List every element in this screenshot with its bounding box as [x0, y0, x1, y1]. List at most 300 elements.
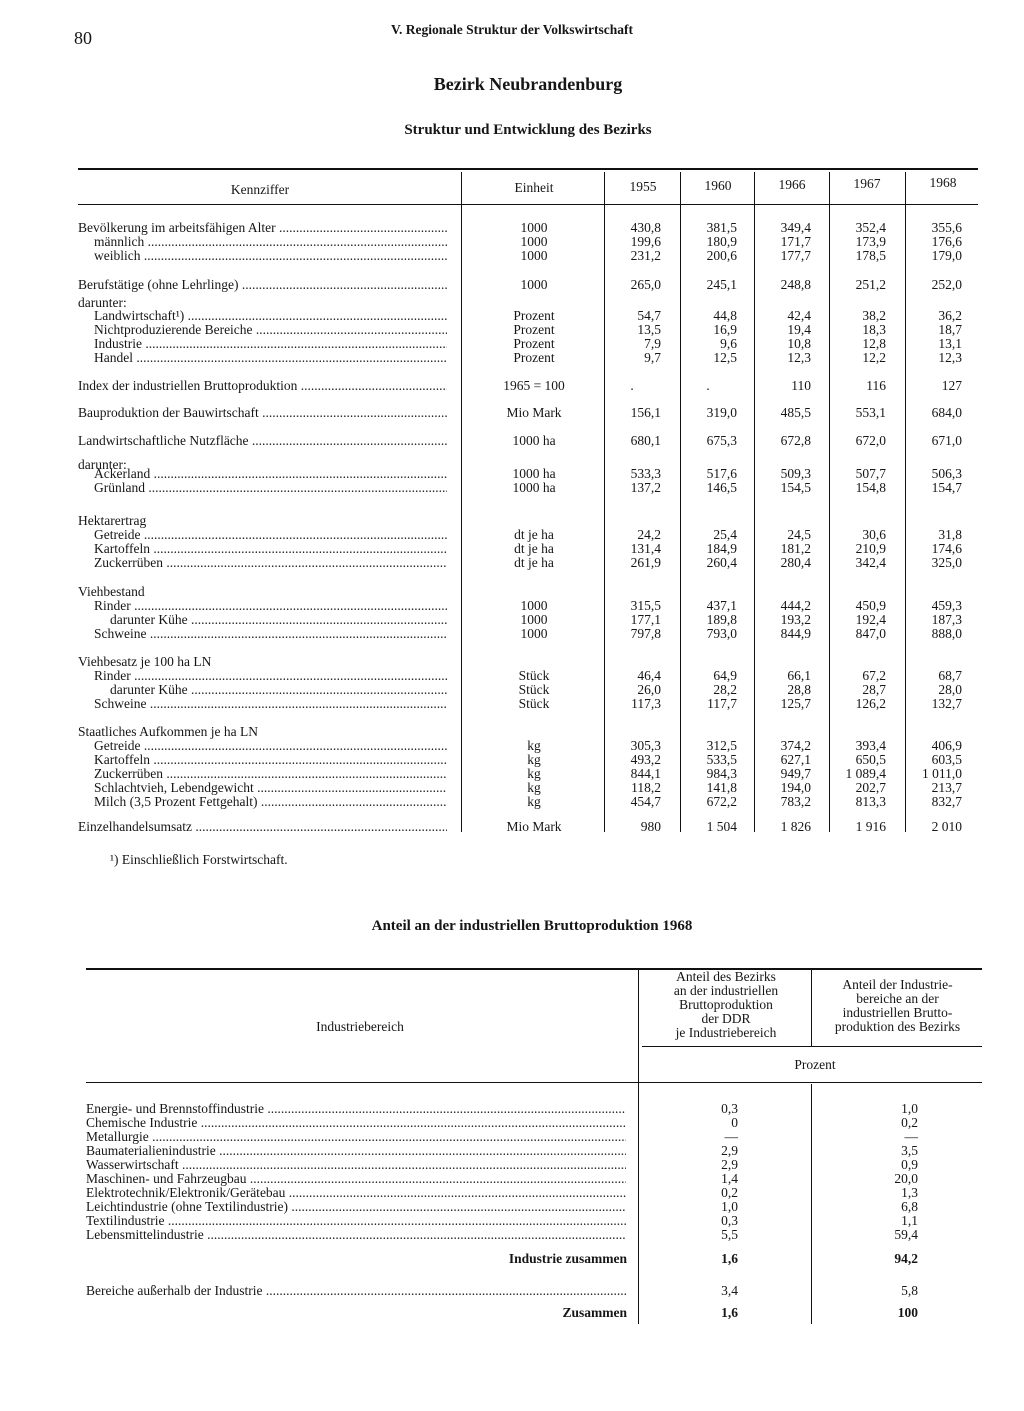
row-label: Handel .....	[94, 351, 447, 365]
row-unit: 1000	[520, 220, 548, 235]
row-value: 888,0	[931, 626, 962, 641]
row-unit: kg	[527, 752, 541, 767]
row-value-industriebereich: 20,0	[894, 1171, 918, 1186]
table-row	[0, 1144, 1024, 1158]
row-value: 248,8	[780, 277, 811, 292]
row-value-bezirk: 0	[731, 1115, 738, 1130]
row-value: 251,2	[855, 277, 886, 292]
row-value: 210,9	[855, 541, 886, 556]
row-label: Elektrotechnik/Elektronik/Gerätebau .....	[86, 1186, 626, 1200]
row-value: 156,1	[630, 405, 661, 420]
row-value: 12,3	[787, 350, 811, 365]
row-value-industriebereich: 5,8	[901, 1283, 918, 1298]
table2-top-rule	[86, 968, 982, 970]
row-value: 137,2	[630, 480, 661, 495]
row-value: 507,7	[855, 466, 886, 481]
row-value: 506,3	[931, 466, 962, 481]
row-value: 193,2	[780, 612, 811, 627]
table-row	[0, 725, 1024, 739]
table-row	[0, 767, 1024, 781]
row-unit: 1000 ha	[512, 480, 556, 495]
table-row	[0, 655, 1024, 669]
table-row	[0, 406, 1024, 420]
header-line: bereiche an der	[856, 991, 939, 1006]
row-label: Schweine .....	[94, 627, 447, 641]
row-value: 117,3	[631, 696, 661, 711]
row-value: 793,0	[706, 626, 737, 641]
row-value-bezirk: 0,3	[721, 1101, 738, 1116]
row-value: 154,5	[780, 480, 811, 495]
row-value-bezirk: 3,4	[721, 1283, 738, 1298]
row-value: 154,7	[931, 480, 962, 495]
header-einheit: Einheit	[514, 180, 554, 195]
row-value: 154,8	[855, 480, 886, 495]
row-label: Viehbesatz je 100 ha LN	[78, 655, 212, 669]
row-unit: Mio Mark	[506, 405, 562, 420]
table-row	[0, 1214, 1024, 1228]
row-label: Metallurgie .....	[86, 1130, 626, 1144]
row-label: Industrie zusammen	[508, 1251, 627, 1266]
row-value: 64,9	[713, 668, 737, 683]
row-unit: 1000 ha	[512, 466, 556, 481]
row-value: 252,0	[931, 277, 962, 292]
row-label: Kartoffeln .....	[94, 753, 447, 767]
row-value: 13,1	[938, 336, 962, 351]
row-value: 127	[941, 378, 962, 393]
row-value-industriebereich: —	[904, 1129, 918, 1144]
footnote: ¹) Einschließlich Forstwirtschaft.	[110, 852, 288, 867]
row-value: 675,3	[706, 433, 737, 448]
row-value-industriebereich: 100	[897, 1305, 918, 1320]
row-value-industriebereich: 59,4	[894, 1227, 918, 1242]
table-row	[0, 683, 1024, 697]
row-label: Rinder .....	[94, 599, 447, 613]
header-line: Anteil der Industrie-	[842, 977, 953, 992]
row-value: 1 916	[855, 819, 886, 834]
page-number: 80	[74, 28, 92, 48]
row-value: 7,9	[644, 336, 661, 351]
table-row	[0, 585, 1024, 599]
row-value: 213,7	[931, 780, 962, 795]
row-label: Staatliches Aufkommen je ha LN	[78, 725, 258, 739]
row-value: 671,0	[931, 433, 962, 448]
row-value: 24,5	[787, 527, 811, 542]
row-value-industriebereich: 1,0	[901, 1101, 918, 1116]
row-value: 176,6	[931, 234, 962, 249]
row-label: Einzelhandelsumsatz .....	[78, 820, 447, 834]
row-value: 349,4	[780, 220, 811, 235]
row-value: 231,2	[630, 248, 661, 263]
row-value: 603,5	[931, 752, 962, 767]
row-value: 12,8	[862, 336, 886, 351]
row-value: 12,3	[938, 350, 962, 365]
row-value: 844,9	[780, 626, 811, 641]
row-value: 1 826	[780, 819, 811, 834]
row-value: 517,6	[706, 466, 737, 481]
row-value: 179,0	[931, 248, 962, 263]
row-label: Leichtindustrie (ohne Textilindustrie) .....	[86, 1200, 626, 1214]
table-row	[0, 379, 1024, 393]
row-label: Berufstätige (ohne Lehrlinge) .....	[78, 278, 447, 292]
row-unit: 1000	[520, 277, 548, 292]
row-value: 533,3	[630, 466, 661, 481]
row-label: Landwirtschaft¹) .....	[94, 309, 447, 323]
row-value: 374,2	[780, 738, 811, 753]
table2-title: Anteil an der industriellen Bruttoproduktion 1968	[371, 918, 693, 934]
header-line: je Industriebereich	[675, 1025, 777, 1040]
row-label: Kartoffeln .....	[94, 542, 447, 556]
row-value: 177,7	[780, 248, 811, 263]
table2-subheader-rule	[642, 1046, 982, 1047]
row-label: Zuckerrüben .....	[94, 767, 447, 781]
header-year: 1968	[929, 175, 957, 190]
table-row	[0, 781, 1024, 795]
row-unit: kg	[527, 780, 541, 795]
row-value: 181,2	[780, 541, 811, 556]
row-value: 1 089,4	[845, 766, 886, 781]
row-label: Schlachtvieh, Lebendgewicht .....	[94, 781, 447, 795]
header-line: Anteil des Bezirks	[676, 969, 776, 984]
row-value: 16,9	[713, 322, 737, 337]
header-line: Bruttoproduktion	[679, 997, 773, 1012]
table-row	[0, 795, 1024, 809]
row-value: 67,2	[862, 668, 886, 683]
row-value: 30,6	[862, 527, 886, 542]
row-label: männlich .....	[94, 235, 447, 249]
row-value: 280,4	[780, 555, 811, 570]
row-value: 184,9	[706, 541, 737, 556]
row-label: darunter:	[78, 458, 127, 472]
row-value: 189,8	[706, 612, 737, 627]
row-value: 454,7	[630, 794, 661, 809]
row-value: 9,7	[644, 350, 661, 365]
table-row	[0, 599, 1024, 613]
row-unit: 1000	[520, 248, 548, 263]
row-value: 493,2	[630, 752, 661, 767]
row-value: 265,0	[630, 277, 661, 292]
row-value: 949,7	[780, 766, 811, 781]
row-value: 187,3	[931, 612, 962, 627]
row-value: 444,2	[780, 598, 811, 613]
table-row	[0, 467, 1024, 481]
row-value: 180,9	[706, 234, 737, 249]
row-label: Milch (3,5 Prozent Fettgehalt) .....	[94, 795, 447, 809]
table-row	[0, 1158, 1024, 1172]
row-value: 797,8	[630, 626, 661, 641]
row-value: 192,4	[855, 612, 886, 627]
table-row	[0, 556, 1024, 570]
row-label: Nichtproduzierende Bereiche .....	[94, 323, 447, 337]
row-value: 141,8	[706, 780, 737, 795]
row-value: 28,7	[862, 682, 886, 697]
row-label: darunter:	[78, 296, 127, 310]
row-value-industriebereich: 6,8	[901, 1199, 918, 1214]
row-value-bezirk: 1,4	[721, 1171, 738, 1186]
row-label: darunter Kühe .....	[110, 683, 447, 697]
table-row	[0, 323, 1024, 337]
row-value: 355,6	[931, 220, 962, 235]
row-label: Zusammen	[562, 1305, 627, 1320]
table-row	[0, 669, 1024, 683]
row-unit: 1000	[520, 234, 548, 249]
row-value-bezirk: 0,2	[721, 1185, 738, 1200]
row-value: 26,0	[637, 682, 661, 697]
row-value: 393,4	[855, 738, 886, 753]
table-row	[0, 1228, 1024, 1242]
row-value: 352,4	[855, 220, 886, 235]
row-label: Zuckerrüben .....	[94, 556, 447, 570]
row-label: Hektarertrag	[78, 514, 147, 528]
row-value: 315,5	[630, 598, 661, 613]
row-value-bezirk: 0,3	[721, 1213, 738, 1228]
row-value: 126,2	[855, 696, 886, 711]
row-value: 200,6	[706, 248, 737, 263]
row-label: Bereiche außerhalb der Industrie .....	[86, 1284, 626, 1298]
row-label: Getreide .....	[94, 528, 447, 542]
row-value: 430,8	[630, 220, 661, 235]
row-unit: 1000	[520, 612, 548, 627]
row-label: Schweine .....	[94, 697, 447, 711]
row-unit: kg	[527, 738, 541, 753]
row-value: 325,0	[931, 555, 962, 570]
row-label: Energie- und Brennstoffindustrie .....	[86, 1102, 626, 1116]
row-label: Index der industriellen Bruttoproduktion .....	[78, 379, 447, 393]
row-value: 44,8	[713, 308, 737, 323]
row-value-industriebereich: 0,9	[901, 1157, 918, 1172]
row-value: 12,5	[713, 350, 737, 365]
row-value: 406,9	[931, 738, 962, 753]
table-row	[0, 481, 1024, 495]
row-label: Chemische Industrie .....	[86, 1116, 626, 1130]
row-value: 28,0	[938, 682, 962, 697]
row-value-bezirk: 1,6	[721, 1305, 738, 1320]
row-unit: kg	[527, 766, 541, 781]
row-value: 260,4	[706, 555, 737, 570]
row-value: 25,4	[713, 527, 737, 542]
row-value-bezirk: 5,5	[721, 1227, 738, 1242]
row-value: 312,5	[706, 738, 737, 753]
row-value-industriebereich: 94,2	[894, 1251, 918, 1266]
table-row	[0, 1186, 1024, 1200]
row-value: 553,1	[855, 405, 886, 420]
table-row	[0, 434, 1024, 448]
row-label: Rinder .....	[94, 669, 447, 683]
row-value: 199,6	[630, 234, 661, 249]
row-value: 177,1	[630, 612, 661, 627]
row-value: 28,8	[787, 682, 811, 697]
row-unit: 1000	[520, 598, 548, 613]
row-value: 38,2	[862, 308, 886, 323]
row-label: Ackerland .....	[94, 467, 447, 481]
table-row	[0, 542, 1024, 556]
header-anteil-bezirk	[646, 970, 806, 1040]
row-value: 12,2	[862, 350, 886, 365]
row-label: Bauproduktion der Bauwirtschaft .....	[78, 406, 447, 420]
table-row	[0, 528, 1024, 542]
header-year: 1960	[704, 178, 732, 193]
row-value-bezirk: 2,9	[721, 1157, 738, 1172]
row-value: 342,4	[855, 555, 886, 570]
row-unit: Prozent	[513, 322, 555, 337]
row-unit: Prozent	[513, 336, 555, 351]
row-value: 31,8	[938, 527, 962, 542]
row-value-industriebereich: 1,3	[901, 1185, 918, 1200]
row-value: 54,7	[637, 308, 661, 323]
header-anteil-industriebereiche	[815, 978, 980, 1034]
row-label: Landwirtschaftliche Nutzfläche .....	[78, 434, 447, 448]
header-year: 1966	[778, 177, 806, 192]
table-row	[0, 514, 1024, 528]
row-unit: Mio Mark	[506, 819, 562, 834]
table-row	[0, 753, 1024, 767]
row-value: 1 504	[706, 819, 737, 834]
header-industriebereich: Industriebereich	[316, 1019, 404, 1034]
header-line: industriellen Brutto-	[842, 1005, 953, 1020]
row-value: 24,2	[637, 527, 661, 542]
row-label: Industrie .....	[94, 337, 447, 351]
subtotal-row	[0, 1252, 1024, 1266]
row-value: 202,7	[855, 780, 886, 795]
row-value: 813,3	[855, 794, 886, 809]
row-value: 984,3	[706, 766, 737, 781]
row-value: 437,1	[706, 598, 737, 613]
row-value: 980	[640, 819, 661, 834]
row-label: Bevölkerung im arbeitsfähigen Alter .....	[78, 221, 447, 235]
row-value-bezirk: 1,0	[721, 1199, 738, 1214]
row-label: Baumaterialienindustrie .....	[86, 1144, 626, 1158]
row-value: 672,0	[855, 433, 886, 448]
table-row	[0, 1200, 1024, 1214]
table-row	[0, 1102, 1024, 1116]
row-value: 10,8	[787, 336, 811, 351]
row-value: 832,7	[931, 794, 962, 809]
row-value: 132,7	[931, 696, 962, 711]
header-year: 1967	[853, 176, 881, 191]
page-title: Bezirk Neubrandenburg	[433, 74, 623, 94]
row-value: 42,4	[787, 308, 811, 323]
table-row	[0, 697, 1024, 711]
row-unit: Stück	[518, 682, 550, 697]
total-row	[0, 1306, 1024, 1320]
row-value: 381,5	[706, 220, 737, 235]
table1-header-rule	[78, 204, 978, 205]
row-unit: Stück	[518, 668, 550, 683]
table-row	[0, 249, 1024, 263]
row-value: 171,7	[780, 234, 811, 249]
row-unit: dt je ha	[514, 527, 554, 542]
row-value: 173,9	[855, 234, 886, 249]
header-line: der DDR	[701, 1011, 751, 1026]
row-value: 9,6	[720, 336, 737, 351]
row-unit: Prozent	[513, 308, 555, 323]
row-value-bezirk: —	[724, 1129, 738, 1144]
row-value: 110	[791, 378, 811, 393]
row-value: 459,3	[931, 598, 962, 613]
row-value: 117,7	[707, 696, 737, 711]
table-row	[0, 309, 1024, 323]
row-label: Viehbestand	[78, 585, 145, 599]
row-value: 68,7	[938, 668, 962, 683]
row-label: Maschinen- und Fahrzeugbau .....	[86, 1172, 626, 1186]
running-head: V. Regionale Struktur der Volkswirtschaft	[391, 22, 633, 37]
table-row	[0, 1116, 1024, 1130]
row-value: 650,5	[855, 752, 886, 767]
row-value-bezirk: 1,6	[721, 1251, 738, 1266]
row-value: 485,5	[780, 405, 811, 420]
table-row	[0, 820, 1024, 834]
row-value: 178,5	[855, 248, 886, 263]
row-value: 36,2	[938, 308, 962, 323]
row-value: 450,9	[855, 598, 886, 613]
row-unit: 1000 ha	[512, 433, 556, 448]
row-label: darunter Kühe .....	[110, 613, 447, 627]
row-value-industriebereich: 1,1	[901, 1213, 918, 1228]
row-value: 245,1	[706, 277, 737, 292]
row-value: 684,0	[931, 405, 962, 420]
row-value: 783,2	[780, 794, 811, 809]
row-value: 116	[866, 378, 886, 393]
table-row	[0, 278, 1024, 292]
header-year: 1955	[629, 179, 657, 194]
row-label: Wasserwirtschaft .....	[86, 1158, 626, 1172]
table-row	[0, 613, 1024, 627]
row-value: 509,3	[780, 466, 811, 481]
row-unit: 1965 = 100	[503, 378, 565, 393]
row-value: 847,0	[855, 626, 886, 641]
header-kennziffer: Kennziffer	[230, 182, 290, 197]
table2-col-divider	[811, 968, 812, 1046]
row-value: 680,1	[630, 433, 661, 448]
row-unit: dt je ha	[514, 555, 554, 570]
row-unit: dt je ha	[514, 541, 554, 556]
row-value-bezirk: 2,9	[721, 1143, 738, 1158]
row-unit: Stück	[518, 696, 550, 711]
row-value: 1 011,0	[922, 766, 962, 781]
row-value: 261,9	[630, 555, 661, 570]
row-value: 18,3	[862, 322, 886, 337]
table-row	[0, 235, 1024, 249]
table-row	[0, 1130, 1024, 1144]
table-row	[0, 627, 1024, 641]
row-value: .	[630, 378, 634, 393]
row-label: Getreide .....	[94, 739, 447, 753]
row-label: weiblich .....	[94, 249, 447, 263]
table-row	[0, 739, 1024, 753]
row-value: 19,4	[787, 322, 811, 337]
row-value: 131,4	[630, 541, 661, 556]
row-value: 305,3	[630, 738, 661, 753]
table2-header-rule	[86, 1082, 982, 1083]
table-row	[0, 351, 1024, 365]
row-value: 118,2	[631, 780, 661, 795]
table-row	[0, 1172, 1024, 1186]
row-value: 627,1	[780, 752, 811, 767]
row-label: Grünland .....	[94, 481, 447, 495]
row-unit: Prozent	[513, 350, 555, 365]
table-row	[0, 1284, 1024, 1298]
table1-top-rule	[78, 168, 978, 170]
row-value: 13,5	[637, 322, 661, 337]
row-value: 46,4	[637, 668, 661, 683]
header-unit-prozent: Prozent	[794, 1057, 836, 1072]
row-label: Textilindustrie .....	[86, 1214, 626, 1228]
row-value: .	[706, 378, 710, 393]
row-value: 194,0	[780, 780, 811, 795]
row-value: 844,1	[630, 766, 661, 781]
row-value: 319,0	[706, 405, 737, 420]
header-line: produktion des Bezirks	[834, 1019, 961, 1034]
row-value: 672,8	[780, 433, 811, 448]
